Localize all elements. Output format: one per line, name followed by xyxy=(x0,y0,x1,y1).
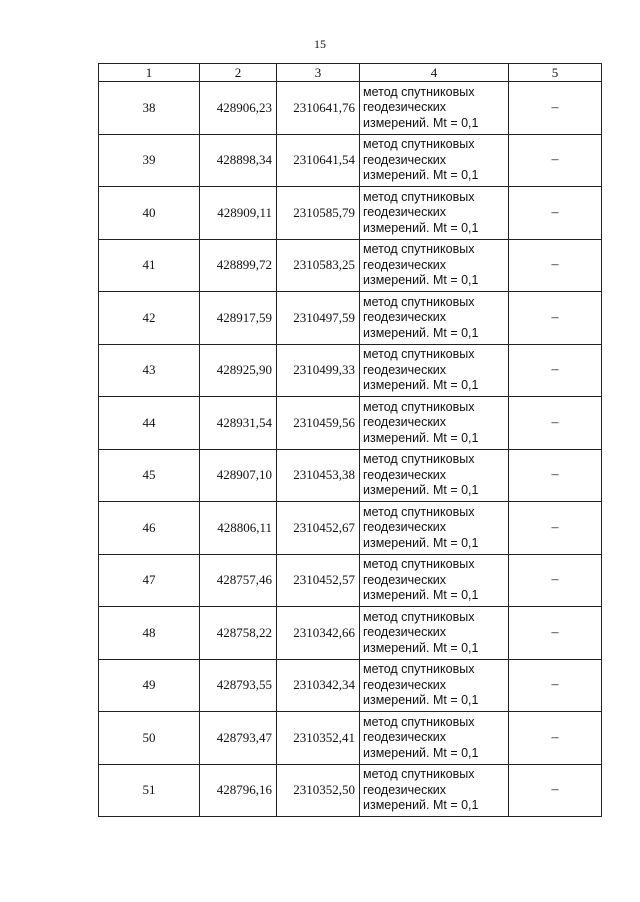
coord-y: 2310583,25 xyxy=(277,239,360,292)
coord-y: 2310641,54 xyxy=(277,134,360,187)
point-number: 49 xyxy=(99,659,200,712)
method-description xyxy=(360,659,509,712)
method-line-2: геодезических xyxy=(363,415,447,429)
coord-y: 2310459,56 xyxy=(277,397,360,450)
table-row xyxy=(99,764,602,817)
coord-x: 428917,59 xyxy=(200,292,277,345)
column-5-value: – xyxy=(509,187,602,240)
header-col-1: 1 xyxy=(99,64,200,82)
point-number: 40 xyxy=(99,187,200,240)
table-row xyxy=(99,292,602,345)
column-5-value: – xyxy=(509,607,602,660)
method-line-3: измерений. Mt = 0,1 xyxy=(363,798,479,812)
header-col-5: 5 xyxy=(509,64,602,82)
coord-x: 428793,55 xyxy=(200,659,277,712)
method-line-3: измерений. Mt = 0,1 xyxy=(363,273,479,287)
method-line-2: геодезических xyxy=(363,257,447,272)
page-number: 15 xyxy=(314,37,326,51)
method-line-3: измерений. Mt = 0,1 xyxy=(363,745,479,760)
header-col-4: 4 xyxy=(360,64,509,82)
point-number: 39 xyxy=(99,134,200,187)
method-line-1: метод спутниковых xyxy=(363,662,475,676)
coord-x: 428793,47 xyxy=(200,712,277,765)
method-line-1: метод спутниковых xyxy=(363,189,475,204)
coord-x: 428796,16 xyxy=(200,764,277,817)
header-row xyxy=(99,64,602,82)
method-line-3: измерений. Mt = 0,1 xyxy=(363,535,479,550)
point-number: 50 xyxy=(99,712,200,765)
column-5-value: – xyxy=(509,764,602,817)
method-description xyxy=(360,554,509,607)
method-line-3: измерений. Mt = 0,1 xyxy=(363,168,479,182)
method-description xyxy=(360,239,509,292)
column-5-value: – xyxy=(509,712,602,765)
method-line-1: метод спутниковых xyxy=(363,452,475,466)
method-line-3: измерений. Mt = 0,1 xyxy=(363,693,479,707)
method-line-1: метод спутниковых xyxy=(363,294,475,309)
table-row xyxy=(99,554,602,607)
coord-y: 2310342,66 xyxy=(277,607,360,660)
coord-y: 2310453,38 xyxy=(277,449,360,502)
table-row xyxy=(99,344,602,397)
method-line-2: геодезических xyxy=(363,100,447,114)
method-line-3: измерений. Mt = 0,1 xyxy=(363,325,479,340)
point-number: 44 xyxy=(99,397,200,450)
point-number: 42 xyxy=(99,292,200,345)
point-number: 38 xyxy=(99,82,200,135)
coordinates-table xyxy=(98,63,602,817)
method-line-2: геодезических xyxy=(363,572,447,587)
coord-x: 428931,54 xyxy=(200,397,277,450)
method-line-1: метод спутниковых xyxy=(363,84,475,99)
header-col-3: 3 xyxy=(277,64,360,82)
column-5-value: – xyxy=(509,554,602,607)
coord-x: 428757,46 xyxy=(200,554,277,607)
method-line-3: измерений. Mt = 0,1 xyxy=(363,588,479,602)
coord-x: 428925,90 xyxy=(200,344,277,397)
method-description xyxy=(360,292,509,345)
table-row xyxy=(99,397,602,450)
method-line-3: измерений. Mt = 0,1 xyxy=(363,115,479,130)
table-row xyxy=(99,502,602,555)
table-row xyxy=(99,239,602,292)
point-number: 46 xyxy=(99,502,200,555)
column-5-value: – xyxy=(509,292,602,345)
method-line-3: измерений. Mt = 0,1 xyxy=(363,483,479,497)
method-line-1: метод спутниковых xyxy=(363,504,475,519)
coord-y: 2310499,33 xyxy=(277,344,360,397)
method-line-1: метод спутниковых xyxy=(363,609,475,624)
point-number: 45 xyxy=(99,449,200,502)
point-number: 43 xyxy=(99,344,200,397)
coord-y: 2310641,76 xyxy=(277,82,360,135)
method-line-2: геодезических xyxy=(363,152,447,167)
column-5-value: – xyxy=(509,344,602,397)
column-5-value: – xyxy=(509,659,602,712)
column-5-value: – xyxy=(509,449,602,502)
table-row xyxy=(99,659,602,712)
method-line-2: геодезических xyxy=(363,677,447,692)
coord-x: 428906,23 xyxy=(200,82,277,135)
method-line-2: геодезических xyxy=(363,205,447,219)
method-line-2: геодезических xyxy=(363,467,447,482)
point-number: 48 xyxy=(99,607,200,660)
method-line-1: метод спутниковых xyxy=(363,347,475,361)
method-line-1: метод спутниковых xyxy=(363,399,475,414)
method-description xyxy=(360,712,509,765)
coord-x: 428806,11 xyxy=(200,502,277,555)
table-row xyxy=(99,134,602,187)
coord-y: 2310452,67 xyxy=(277,502,360,555)
method-line-2: геодезических xyxy=(363,782,447,797)
column-5-value: – xyxy=(509,502,602,555)
coord-x: 428898,34 xyxy=(200,134,277,187)
method-description xyxy=(360,187,509,240)
table-row xyxy=(99,607,602,660)
method-line-1: метод спутниковых xyxy=(363,242,475,256)
method-line-1: метод спутниковых xyxy=(363,714,475,729)
method-line-1: метод спутниковых xyxy=(363,137,475,151)
method-line-2: геодезических xyxy=(363,625,447,639)
column-5-value: – xyxy=(509,397,602,450)
coord-y: 2310342,34 xyxy=(277,659,360,712)
column-5-value: – xyxy=(509,239,602,292)
coord-x: 428899,72 xyxy=(200,239,277,292)
method-line-1: метод спутниковых xyxy=(363,767,475,781)
column-5-value: – xyxy=(509,134,602,187)
coord-y: 2310452,57 xyxy=(277,554,360,607)
table-row xyxy=(99,187,602,240)
point-number: 41 xyxy=(99,239,200,292)
method-line-2: геодезических xyxy=(363,730,447,744)
method-line-2: геодезических xyxy=(363,310,447,324)
coord-y: 2310352,41 xyxy=(277,712,360,765)
method-description xyxy=(360,82,509,135)
coord-x: 428909,11 xyxy=(200,187,277,240)
header-col-2: 2 xyxy=(200,64,277,82)
method-line-2: геодезических xyxy=(363,520,447,534)
coord-y: 2310497,59 xyxy=(277,292,360,345)
coord-y: 2310352,50 xyxy=(277,764,360,817)
method-line-3: измерений. Mt = 0,1 xyxy=(363,430,479,445)
method-description xyxy=(360,607,509,660)
coord-x: 428758,22 xyxy=(200,607,277,660)
method-line-3: измерений. Mt = 0,1 xyxy=(363,220,479,235)
method-description xyxy=(360,134,509,187)
coord-y: 2310585,79 xyxy=(277,187,360,240)
method-description xyxy=(360,344,509,397)
point-number: 51 xyxy=(99,764,200,817)
method-line-3: измерений. Mt = 0,1 xyxy=(363,640,479,655)
method-line-3: измерений. Mt = 0,1 xyxy=(363,378,479,392)
coord-x: 428907,10 xyxy=(200,449,277,502)
method-description xyxy=(360,502,509,555)
table-row xyxy=(99,712,602,765)
column-5-value: – xyxy=(509,82,602,135)
point-number: 47 xyxy=(99,554,200,607)
method-line-2: геодезических xyxy=(363,362,447,377)
method-description xyxy=(360,764,509,817)
table-row xyxy=(99,449,602,502)
method-description xyxy=(360,449,509,502)
method-line-1: метод спутниковых xyxy=(363,557,475,571)
table-row xyxy=(99,82,602,135)
method-description xyxy=(360,397,509,450)
